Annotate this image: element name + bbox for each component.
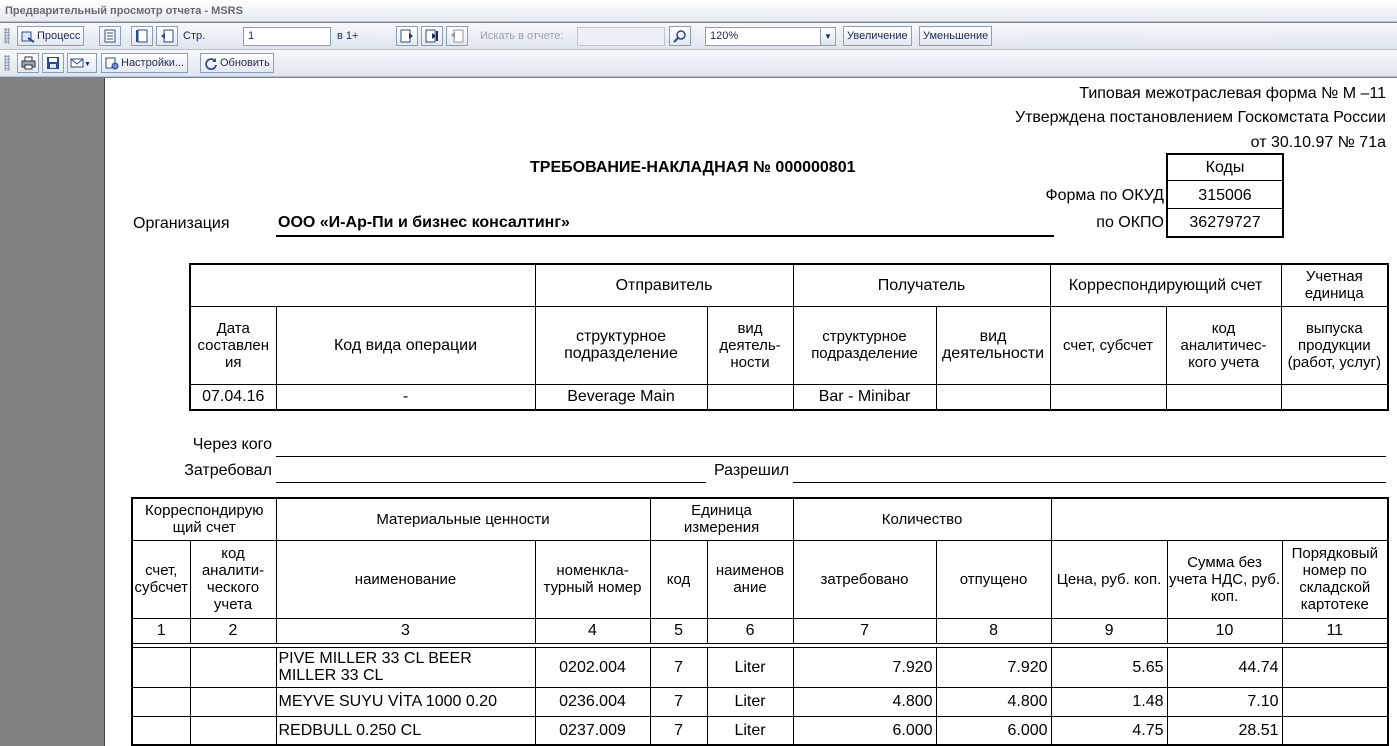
- column-number: 10: [1167, 618, 1282, 643]
- search-label: Искать в отчете:: [480, 30, 564, 42]
- item-price: 4.75: [1051, 716, 1167, 745]
- first-page-icon: [135, 29, 149, 43]
- item-requested: 4.800: [793, 687, 936, 716]
- unit-header: Единица измерения: [650, 498, 793, 540]
- organization-label: Организация: [133, 215, 230, 232]
- item-sum: 44.74: [1167, 647, 1282, 687]
- item-name: MEYVE SUYU VİTA 1000 0.20: [276, 687, 535, 716]
- item-card: [1282, 716, 1388, 745]
- window-title: Предварительный просмотр отчета - MSRS: [0, 0, 1397, 22]
- printer-icon: [21, 56, 36, 70]
- item-account: [132, 716, 190, 745]
- document-map-button[interactable]: [99, 26, 121, 46]
- allowed-label: Разрешил: [714, 462, 790, 479]
- item-name: PIVE MILLER 33 CL BEER MILLER 33 CL: [276, 647, 535, 687]
- operation-code-header: Код вида операции: [276, 306, 535, 384]
- page-count-label: в 1+: [337, 30, 359, 42]
- date-value: 07.04.16: [190, 384, 276, 410]
- released-qty-header: отпущено: [936, 540, 1051, 618]
- codes-divider: [1167, 208, 1283, 209]
- zoom-select[interactable]: 120% ▼: [705, 27, 836, 46]
- receiver-activity-value: [936, 384, 1050, 410]
- sender-header: Отправитель: [535, 264, 793, 306]
- item-account: [132, 647, 190, 687]
- column-number: 7: [793, 618, 936, 643]
- item-card: [1282, 687, 1388, 716]
- column-number: 6: [707, 618, 793, 643]
- report-page[interactable]: [104, 78, 1397, 746]
- column-number: 9: [1051, 618, 1167, 643]
- settings-icon: [105, 57, 119, 70]
- document-map-icon: [103, 29, 117, 43]
- toolbar-actions: [0, 50, 1397, 77]
- corr-account-header: Корреспондирующий счет: [1050, 264, 1281, 306]
- codes-header: Коды: [1205, 159, 1245, 176]
- item-sum: 28.51: [1167, 716, 1282, 745]
- chevron-down-icon: ▼: [84, 61, 91, 68]
- item-unit-name: Liter: [707, 687, 793, 716]
- column-number: 2: [190, 618, 276, 643]
- card-number-header: Порядковый номер по складской картотеке: [1282, 540, 1388, 618]
- materials-header: Материальные ценности: [276, 498, 650, 540]
- unit-code-header: код: [650, 540, 707, 618]
- last-page-icon: [425, 29, 439, 43]
- item-nomenclature: 0236.004: [535, 687, 650, 716]
- unit-name-header: наименов ание: [707, 540, 793, 618]
- sender-struct-header: структурное подразделение: [535, 306, 707, 384]
- back-to-parent-button[interactable]: [446, 26, 468, 46]
- item-unit-code: 7: [650, 647, 707, 687]
- table-row: [132, 647, 1388, 687]
- item-unit-code: 7: [650, 687, 707, 716]
- nomenclature-header: номенкла- турный номер: [535, 540, 650, 618]
- item-name-header: наименование: [276, 540, 535, 618]
- form-line-3: от 30.10.97 № 71а: [1250, 134, 1386, 151]
- codes-divider: [1167, 180, 1283, 181]
- print-button[interactable]: [17, 53, 39, 73]
- date-header: Дата составлен ия: [190, 306, 276, 384]
- sender-struct-value: Beverage Main: [535, 384, 707, 410]
- column-number-row: [132, 618, 1388, 643]
- next-page-button[interactable]: [396, 26, 418, 46]
- output-header: выпуска продукции (работ, услуг): [1281, 306, 1388, 384]
- column-number: 11: [1282, 618, 1388, 643]
- item-nomenclature: 0237.009: [535, 716, 650, 745]
- email-button[interactable]: [67, 53, 97, 73]
- item-analytic: [190, 647, 276, 687]
- unit-accounting-header: Учетная единица: [1281, 264, 1388, 306]
- header-blank: [190, 264, 535, 306]
- item-unit-code: 7: [650, 716, 707, 745]
- okpo-label: по ОКПО: [1096, 214, 1164, 231]
- last-page-button[interactable]: [421, 26, 443, 46]
- item-requested: 7.920: [793, 647, 936, 687]
- toolbar-navigation: [0, 23, 1397, 50]
- column-number: 1: [132, 618, 190, 643]
- through-underline: [276, 456, 1386, 457]
- through-label: Через кого: [192, 436, 272, 453]
- item-released: 4.800: [936, 687, 1051, 716]
- zoom-in-button[interactable]: Увеличение: [843, 26, 912, 46]
- sender-activity-header: вид деятель- ности: [707, 306, 793, 384]
- process-button[interactable]: Процесс: [17, 26, 84, 46]
- sum-header: Сумма без учета НДС, руб. коп.: [1167, 540, 1282, 618]
- okud-label: Форма по ОКУД: [1045, 187, 1164, 204]
- column-number: 4: [535, 618, 650, 643]
- settings-button[interactable]: Настройки...: [101, 53, 188, 73]
- form-line-2: Утверждена постановлением Госкомстата России: [1014, 109, 1386, 126]
- organization-value: ООО «И-Ар-Пи и бизнес консалтинг»: [278, 214, 570, 231]
- envelope-icon: [70, 57, 84, 69]
- account-subaccount-header: счет, субсчет: [1050, 306, 1166, 384]
- table-row: [132, 716, 1388, 745]
- analytic-code-value: [1166, 384, 1281, 410]
- quantity-header: Количество: [793, 498, 1051, 540]
- item-unit-name: Liter: [707, 647, 793, 687]
- document-header-table: [189, 263, 1389, 411]
- items-header-blank: [1051, 498, 1388, 540]
- toolbar-grip[interactable]: [4, 55, 10, 71]
- item-card: [1282, 647, 1388, 687]
- find-button[interactable]: [669, 26, 691, 46]
- item-nomenclature: 0202.004: [535, 647, 650, 687]
- okud-value: 315006: [1198, 187, 1252, 204]
- items-table: [131, 497, 1389, 746]
- account-subaccount-value: [1050, 384, 1166, 410]
- column-number: 3: [276, 618, 535, 643]
- operation-code-value: -: [276, 384, 535, 410]
- items-corr-account-header: Корреспондирую щий счет: [132, 498, 276, 540]
- next-page-icon: [400, 29, 414, 43]
- save-icon: [46, 56, 60, 70]
- item-account: [132, 687, 190, 716]
- item-analytic: [190, 716, 276, 745]
- sender-activity-value: [707, 384, 793, 410]
- search-input[interactable]: [577, 27, 665, 46]
- item-price: 1.48: [1051, 687, 1167, 716]
- form-line-1: Типовая межотраслевая форма № М –11: [1079, 85, 1386, 102]
- process-icon: [21, 30, 35, 43]
- refresh-icon: [204, 57, 218, 70]
- page-number-input[interactable]: 1: [243, 27, 331, 46]
- back-icon: [450, 29, 464, 43]
- price-header: Цена, руб. коп.: [1051, 540, 1167, 618]
- table-row: [132, 687, 1388, 716]
- chevron-down-icon[interactable]: ▼: [820, 28, 835, 45]
- zoom-out-button[interactable]: Уменьшение: [919, 26, 992, 46]
- receiver-struct-header: структурное подразделение: [793, 306, 936, 384]
- page-label: Стр.: [183, 30, 206, 42]
- analytic-code-header: код аналитичес- кого учета: [1166, 306, 1281, 384]
- output-value: [1281, 384, 1388, 410]
- receiver-header: Получатель: [793, 264, 1050, 306]
- requested-label: Затребовал: [184, 462, 272, 479]
- first-page-button[interactable]: [131, 26, 153, 46]
- item-released: 6.000: [936, 716, 1051, 745]
- item-requested: 6.000: [793, 716, 936, 745]
- receiver-activity-header: вид деятельности: [936, 306, 1050, 384]
- item-unit-name: Liter: [707, 716, 793, 745]
- search-icon: [673, 29, 687, 43]
- items-account-header: счет, субсчет: [132, 540, 190, 618]
- viewer-gutter: [0, 78, 104, 746]
- report-title: ТРЕБОВАНИЕ-НАКЛАДНАЯ № 000000801: [530, 159, 856, 176]
- refresh-button[interactable]: Обновить: [200, 53, 274, 73]
- organization-underline: [276, 235, 1054, 237]
- item-name: REDBULL 0.250 CL: [276, 716, 535, 745]
- toolbar-grip[interactable]: [4, 28, 10, 44]
- save-button[interactable]: [42, 53, 64, 73]
- items-analytic-header: код аналити- ческого учета: [190, 540, 276, 618]
- item-released: 7.920: [936, 647, 1051, 687]
- allowed-underline: [793, 482, 1386, 483]
- requested-underline: [276, 482, 706, 483]
- previous-page-button[interactable]: [156, 26, 178, 46]
- okpo-value: 36279727: [1189, 214, 1261, 231]
- previous-page-icon: [160, 29, 174, 43]
- requested-qty-header: затребовано: [793, 540, 936, 618]
- column-number: 8: [936, 618, 1051, 643]
- item-sum: 7.10: [1167, 687, 1282, 716]
- item-analytic: [190, 687, 276, 716]
- receiver-struct-value: Bar - Minibar: [793, 384, 936, 410]
- column-number: 5: [650, 618, 707, 643]
- item-price: 5.65: [1051, 647, 1167, 687]
